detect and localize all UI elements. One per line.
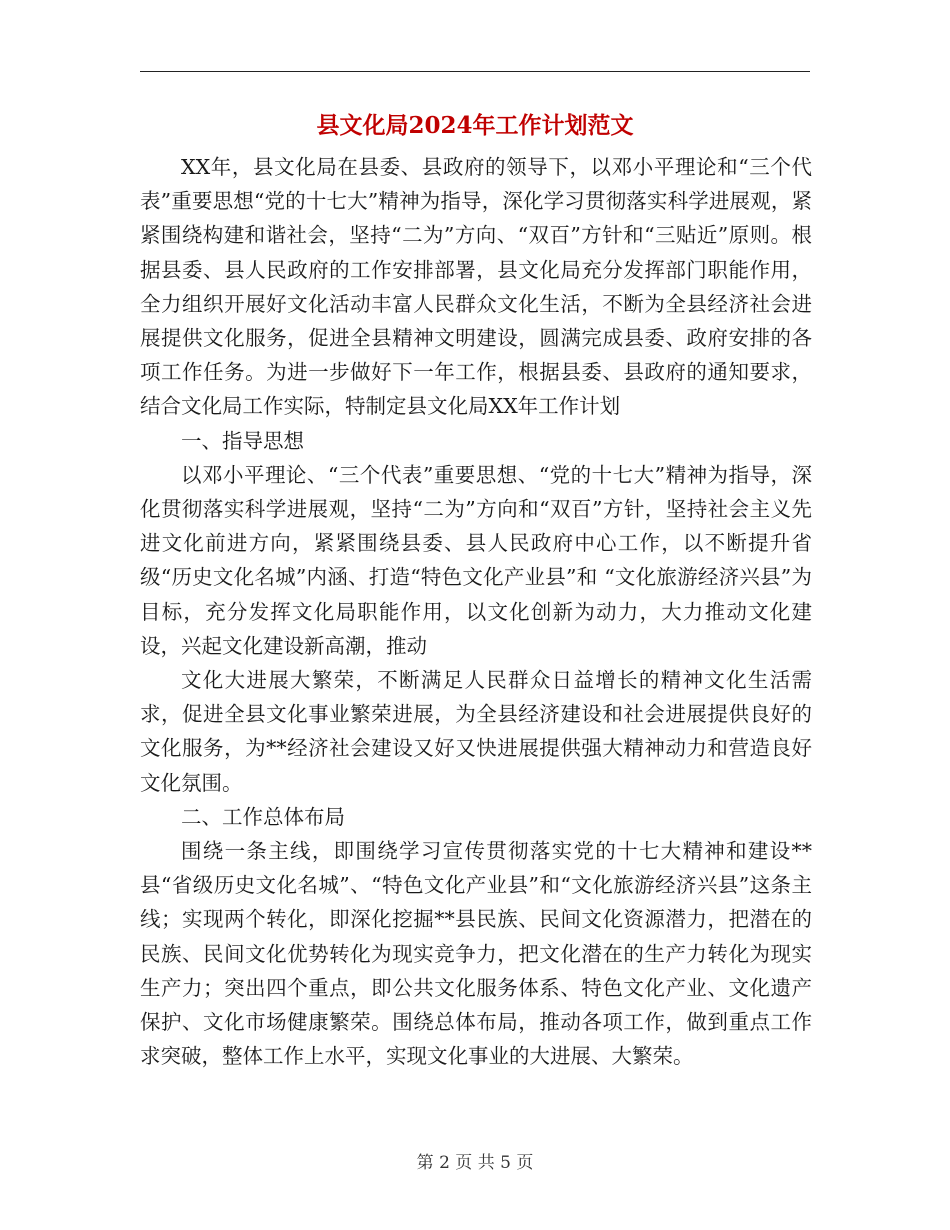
guiding-thought-continuation-paragraph: 文化大进展大繁荣，不断满足人民群众日益增长的精神文化生活需求，促进全县文化事业繁荣进展，为全县经济建设和社会进展提供良好的文化服务，为**经济社会建设又好又快进展提供强大精神动力和营造良好文化氛围。 (140, 668, 812, 795)
overall-layout-paragraph: 围绕一条主线，即围绕学习宣传贯彻落实党的十七大精神和建设**县“省级历史文化名城”、“特色文化产业县”和“文化旅游经济兴县”这条主线；实现两个转化，即深化挖掘**县民族、民间文化资源潜力，把潜在的民族、民间文化优势转化为现实竞争力，把文化潜在的生产力转化为现实生产力；突出四个重点，即公共文化服务体系、特色文化产业、文化遗产保护、文化市场健康繁荣。围绕总体布局，推动各项工作，做到重点工作求突破，整体工作上水平，实现文化事业的大进展、大繁荣。 (140, 839, 812, 1069)
section-heading-overall-layout: 二、工作总体布局 (181, 804, 345, 829)
section-heading-guiding-thought: 一、指导思想 (181, 428, 304, 453)
document-title: 县文化局2024年工作计划范文 (316, 112, 634, 139)
page-number: 第 2 页 共 5 页 (416, 1153, 534, 1173)
guiding-thought-paragraph: 以邓小平理论、“三个代表”重要思想、“党的十七大”精神为指导，深化贯彻落实科学进展观，坚持“二为”方向和“双百”方针，坚持社会主义先进文化前进方向，紧紧围绕县委、县人民政府中心工作，以不断提升省级“历史文化名城”内涵、打造“特色文化产业县”和 “文化旅游经济兴县”为目标，充分发挥文化局职能作用，以文化创新为动力，大力推动文化建设，兴起文化建设新高潮，推动 (140, 462, 812, 658)
header-rule (140, 71, 810, 72)
document-body (140, 150, 812, 1073)
intro-paragraph: XX年，县文化局在县委、县政府的领导下，以邓小平理论和“三个代表”重要思想“党的十七大”精神为指导，深化学习贯彻落实科学进展观，紧紧围绕构建和谐社会，坚持“二为”方向、“双百”方针和“三贴近”原则。根据县委、县人民政府的工作安排部署，县文化局充分发挥部门职能作用，全力组织开展好文化活动丰富人民群众文化生活，不断为全县经济社会进展提供文化服务，促进全县精神文明建设，圆满完成县委、政府安排的各项工作任务。为进一步做好下一年工作，根据县委、县政府的通知要求，结合文化局工作实际，特制定县文化局XX年工作计划 (140, 155, 812, 419)
